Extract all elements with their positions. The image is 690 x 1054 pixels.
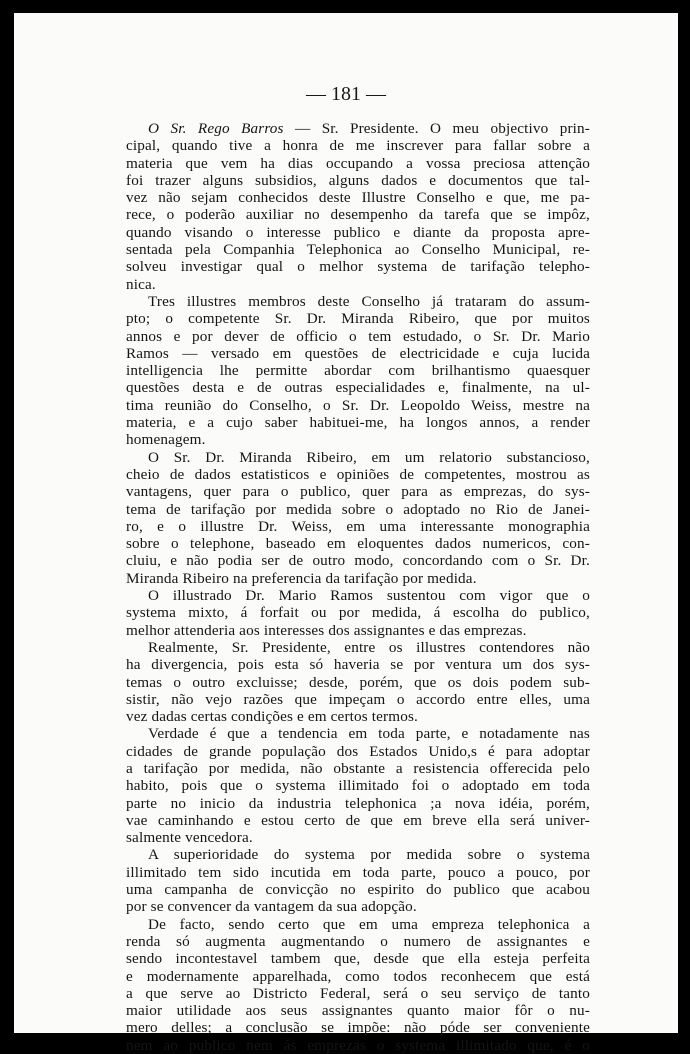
text-line: nem ao publico nem ás emprezas o systema illimitado que, é o xyxy=(126,1036,590,1054)
text-line: Realmente, Sr. Presidente, entre os illustres contendores não xyxy=(148,638,590,656)
text-line: vez dadas certas condições e em certos termos. xyxy=(126,708,418,726)
text-line: sobre o telephone, baseado em eloquentes dados numericos, con- xyxy=(126,535,590,553)
text-line: Miranda Ribeiro na preferencia da tarifação por medida. xyxy=(126,569,477,587)
text-line: quando visando o interesse publico e diante da proposta apre- xyxy=(126,223,590,241)
text-line: solveu investigar qual o melhor systema de tarifação telepho- xyxy=(126,258,590,276)
text-line: cipal, quando tive a honra de me inscrever para fallar sobre a xyxy=(126,137,590,155)
text-line: materia, e a cujo saber habituei-me, ha longos annos, a render xyxy=(126,414,590,432)
text-line: Tres illustres membros deste Conselho já trataram do assum- xyxy=(148,292,590,310)
body-text xyxy=(126,120,590,1054)
text-line: rece, o poderão auxiliar no desempenho da tarefa que se impôz, xyxy=(126,206,590,224)
page-number: — 181 — xyxy=(306,83,386,105)
text-line: homenagem. xyxy=(126,431,206,449)
text-line: nica. xyxy=(126,275,156,293)
text-line: parte no inicio da industria telephonica ;a nova idéia, porém, xyxy=(126,794,590,812)
text-line: vez não sejam conhecidos deste Illustre Conselho e que, me pa- xyxy=(126,189,590,207)
text-line: sentada pela Companhia Telephonica ao Conselho Municipal, re- xyxy=(126,241,590,259)
text-line: habito, pois que o systema illimitado foi o adoptado em toda xyxy=(126,777,590,795)
text-line: A superioridade do systema por medida sobre o systema xyxy=(148,846,590,864)
text-line: ha divergencia, pois esta só haveria se por ventura um dos sys- xyxy=(126,656,590,674)
speaker-name: O Sr. Rego Barros xyxy=(148,120,284,137)
text-line: ro, e o illustre Dr. Weiss, em uma interessante monographia xyxy=(126,517,590,535)
text-line: Verdade é que a tendencia em toda parte, e notadamente nas xyxy=(148,725,590,743)
text-line: por se convencer da vantagem da sua adopção. xyxy=(126,898,417,916)
text-line: sendo incontestavel tambem que, desde que ella esteja perfeita xyxy=(126,950,590,968)
text-line: maior utilidade aos seus assignantes quanto maior fôr o nu- xyxy=(126,1002,590,1020)
text-line: De facto, sendo certo que em uma empreza telephonica a xyxy=(148,915,590,933)
text-line: cluiu, e não podia ser de outro modo, concordando com o Sr. Dr. xyxy=(126,552,590,570)
text-line: a que serve ao Districto Federal, será o seu serviço de tanto xyxy=(126,984,590,1002)
text-line: Ramos — versado em questões de electricidade e cuja lucida xyxy=(126,344,590,362)
text-line: O illustrado Dr. Mario Ramos sustentou com vigor que o xyxy=(148,587,590,605)
text-line: illimitado tem sido incutida em toda parte, pouco a pouco, por xyxy=(126,863,590,881)
text-line: mero delles; a conclusão se impõe: não póde ser conveniente xyxy=(126,1019,590,1037)
text-line: tima reunião do Conselho, o Sr. Dr. Leopoldo Weiss, mestre na xyxy=(126,396,590,414)
text-line: e modernamente apparelhada, como todos reconhecem que está xyxy=(126,967,590,985)
text-line: a tarifação por medida, não obstante a resistencia offerecida pelo xyxy=(126,759,590,777)
text-line: O Sr. Dr. Miranda Ribeiro, em um relatorio substancioso, xyxy=(148,448,590,466)
text-line: tema de tarifação por medida sobre o adoptado no Rio de Janei- xyxy=(126,500,590,518)
text-line: cheio de dados estatisticos e opiniões de competentes, mostrou as xyxy=(126,465,590,483)
text-line: vae caminhando e estou certo de que em breve ella será univer- xyxy=(126,811,590,829)
text-line: renda só augmenta augmentando o numero de assignantes e xyxy=(126,932,590,950)
text-line: uma campanha de convicção no espirito do publico que acabou xyxy=(126,881,590,899)
book-page xyxy=(14,13,678,1054)
text-line: temas o outro excluisse; desde, porém, que os dois podem sub- xyxy=(126,673,590,691)
text-line: O Sr. Rego Barros — Sr. Presidente. O meu objectivo prin- xyxy=(148,120,590,137)
text-line: foi trazer alguns subsidios, alguns dados e documentos que tal- xyxy=(126,171,590,189)
text-line: sistir, não vejo razões que impeçam o accordo entre elles, uma xyxy=(126,690,590,708)
text-line: vantagens, quer para o publico, quer para as emprezas, do sys- xyxy=(126,483,590,501)
text-line: intelligencia lhe permitte abordar com brilhantismo quaesquer xyxy=(126,362,590,380)
text-line: cidades de grande população dos Estados Unido,s é para adoptar xyxy=(126,742,590,760)
text-line: salmente vencedora. xyxy=(126,829,253,847)
text-line: melhor attenderia aos interesses dos assignantes e das emprezas. xyxy=(126,621,527,639)
text-line: pto; o competente Sr. Dr. Miranda Ribeiro, que por muitos xyxy=(126,310,590,328)
text-line: annos e por dever de officio o tem estudado, o Sr. Dr. Mario xyxy=(126,327,590,345)
text-line: questões desta e de outras especialidades e, finalmente, na ul- xyxy=(126,379,590,397)
text-line: materia que vem ha dias occupando a vossa preciosa attenção xyxy=(126,154,590,172)
text-line: systema mixto, á forfait ou por medida, á escolha do publico, xyxy=(126,604,590,622)
